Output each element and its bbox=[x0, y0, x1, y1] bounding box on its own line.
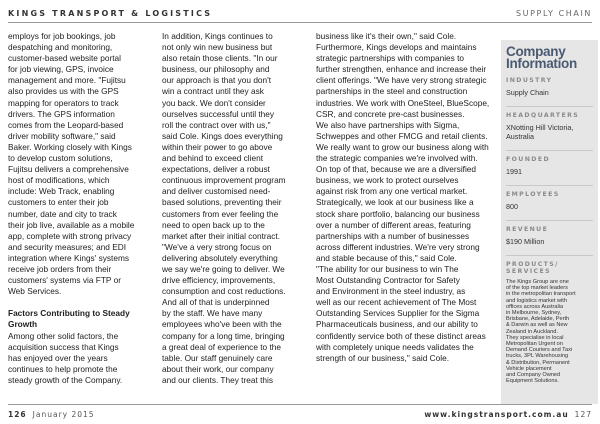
body-text-line: comes from the Leopard-based bbox=[8, 119, 124, 130]
body-text-line: we say we're going to deliver. We bbox=[162, 263, 285, 274]
body-text-line: has enjoyed over the years bbox=[8, 352, 108, 363]
body-text-line: On top of that, because we are a diversified bbox=[316, 164, 477, 175]
employees-value: 800 bbox=[506, 202, 518, 211]
body-text-line: "The ability for our business to win The bbox=[316, 263, 459, 274]
headquarters-value: XNotting Hill Victoria, Australia bbox=[506, 123, 574, 141]
body-text-line: "We've a very strong focus on bbox=[162, 241, 272, 252]
products-services-line: Zealand in Auckland. bbox=[506, 328, 558, 335]
body-text-line: CSR, and concrete pre-cast businesses. bbox=[316, 108, 465, 119]
body-text-line: employees who've been with the bbox=[162, 319, 282, 330]
body-text-line: partnerships in the steel and construction bbox=[316, 86, 468, 97]
body-text-line: also provides us with the GPS bbox=[8, 86, 119, 97]
body-text-line: further strengthen, enhance and increase their bbox=[316, 64, 487, 75]
body-text-line: partnerships with a number of businesses bbox=[316, 230, 470, 241]
products-services-line: They specialise in local bbox=[506, 334, 564, 341]
body-text-line: customers' systems via FTP or bbox=[8, 275, 122, 286]
page-footer bbox=[0, 404, 600, 424]
body-text-line: driver mobility software," said bbox=[8, 130, 116, 141]
article-column-1 bbox=[8, 31, 158, 386]
company-info-sidebar bbox=[501, 40, 598, 404]
products-services-line: Metropolitan Urgent on bbox=[506, 341, 563, 348]
products-services-line: Demand Couriers and Taxi bbox=[506, 347, 573, 354]
body-text-line: their job live, available as a mobile bbox=[8, 219, 135, 230]
body-text-line: Pharmaceuticals business, and our ability to bbox=[316, 319, 478, 330]
body-text-line: and security measures; and EDI bbox=[8, 241, 127, 252]
body-text-line: include: Web Track, enabling bbox=[8, 186, 115, 197]
products-services-line: of the top market leaders bbox=[506, 285, 568, 292]
body-text-line: customers to enter their job bbox=[8, 197, 109, 208]
body-text-line: company for a long time, bringing bbox=[162, 330, 285, 341]
products-services-line: and logistics market with bbox=[506, 297, 567, 304]
body-text-line: to develop custom solutions, bbox=[8, 153, 113, 164]
body-text-line: over a number of different areas, featuring bbox=[316, 219, 471, 230]
footer-right bbox=[424, 410, 592, 419]
body-text-line: drive efficiency, improvements, bbox=[162, 275, 276, 286]
body-text-line: stock share portfolio, balancing our business bbox=[316, 208, 480, 219]
body-text-line: based solutions, preventing their bbox=[162, 197, 282, 208]
body-text-line: business, we work to protect ourselves bbox=[316, 175, 459, 186]
body-text-line: Strategically, we look at our business like a bbox=[316, 197, 474, 208]
body-text-line: across different industries. We're very strong bbox=[316, 241, 480, 252]
section-heading-line: Factors Contributing to Steady bbox=[8, 308, 130, 319]
body-text-line: management and more. "Fujitsu bbox=[8, 75, 126, 86]
products-services-line: offices across Australia bbox=[506, 303, 564, 310]
page-number-left: 126 bbox=[8, 410, 27, 419]
body-text-line: Outstanding Services Supplier for the Sigma bbox=[316, 308, 480, 319]
body-text-line: industries. We work with OneSteel, BlueScope, bbox=[316, 97, 490, 108]
body-text-line: Most Outstanding Contractor for Safety bbox=[316, 275, 460, 286]
body-text-line: employs for job bookings, job bbox=[8, 31, 116, 41]
industry-label: INDUSTRY bbox=[506, 77, 553, 84]
products-services-line: Equipment Solutions. bbox=[506, 378, 559, 385]
body-text-line bbox=[8, 297, 158, 308]
body-text-line: strategic partnerships with companies to bbox=[316, 53, 465, 64]
body-text-line: need to open back up to the bbox=[162, 219, 265, 230]
body-text-line: said Cole. Kings does everything bbox=[162, 130, 283, 141]
body-text-line: and Environment in the steel industry, as bbox=[316, 286, 466, 297]
products-services-line: & Distribution, Permanent bbox=[506, 359, 570, 366]
body-text-line: continuous improvement program bbox=[162, 175, 286, 186]
body-text-line: Among other solid factors, the bbox=[8, 330, 119, 341]
body-text-line: Schweppes and other FMCG and retail clients. bbox=[316, 130, 488, 141]
body-text-line: despatching and monitoring, bbox=[8, 42, 113, 53]
employees-label: EMPLOYEES bbox=[506, 185, 593, 198]
footer-left bbox=[8, 410, 95, 419]
products-services-line: & Darwin as well as New bbox=[506, 322, 568, 329]
products-services-line: Brisbane, Adelaide, Perth bbox=[506, 316, 570, 323]
body-text-line: business like it's their own," said Cole. bbox=[316, 31, 457, 41]
body-text-line: business, our philosophy and bbox=[162, 64, 270, 75]
body-text-line: In addition, Kings continues to bbox=[162, 31, 273, 41]
article-column-3 bbox=[316, 31, 501, 364]
body-text-line: for job viewing, GPS, invoice bbox=[8, 64, 114, 75]
body-text-line: strength of our business," said Cole. bbox=[316, 352, 450, 363]
body-text-line: well as our recent achievement of The Most bbox=[316, 297, 477, 308]
body-text-line: our approach is that you don't bbox=[162, 75, 272, 86]
revenue-value: $190 Million bbox=[506, 237, 545, 246]
body-text-line: win a contract until they ask bbox=[162, 86, 264, 97]
issue-date: January 2015 bbox=[32, 410, 95, 419]
body-text-line: also retain those clients. "In our bbox=[162, 53, 278, 64]
products-services-line: The Kings Group are one bbox=[506, 279, 569, 285]
body-text-line: We really want to grow our business along with bbox=[316, 141, 489, 152]
body-text-line: Baker. Working closely with Kings bbox=[8, 141, 132, 152]
body-text-line: with completely unique needs validates the bbox=[316, 341, 474, 352]
body-text-line: delivering absolutely everything bbox=[162, 252, 278, 263]
section-heading-line: Growth bbox=[8, 319, 38, 330]
body-text-line: roll the contract over with us," bbox=[162, 119, 271, 130]
body-text-line: app, complete with strong privacy bbox=[8, 230, 132, 241]
body-text-line: within their power to go above bbox=[162, 141, 273, 152]
section-label: SUPPLY CHAIN bbox=[515, 9, 592, 18]
body-text-line: table. Our staff genuinely care bbox=[162, 352, 273, 363]
body-text-line: Furthermore, Kings develops and maintains bbox=[316, 42, 477, 53]
body-text-line: mapping for operators to track bbox=[8, 97, 119, 108]
body-text-line: host of modifications, which bbox=[8, 175, 110, 186]
body-text-line: consumption and cost reductions. bbox=[162, 286, 286, 297]
body-text-line: And all of that is underpinned bbox=[162, 297, 270, 308]
header-divider bbox=[8, 22, 592, 23]
body-text-line: and behind to exceed client bbox=[162, 153, 264, 164]
body-text-line: not only win new business but bbox=[162, 42, 273, 53]
products-services-line: and Company Owned bbox=[506, 372, 561, 379]
body-text-line: drivers. The GPS information bbox=[8, 108, 115, 119]
body-text-line: acquisition success that Kings bbox=[8, 341, 119, 352]
body-text-line: confidently service both of these distinct areas bbox=[316, 330, 486, 341]
revenue-label: REVENUE bbox=[506, 220, 593, 233]
body-text-line: receive job orders from their bbox=[8, 263, 112, 274]
page-number-right: 127 bbox=[574, 410, 592, 419]
body-text-line: integration where Kings' systems bbox=[8, 252, 130, 263]
body-text-line: ourselves successful until they bbox=[162, 108, 275, 119]
founded-value: 1991 bbox=[506, 167, 522, 176]
body-text-line: customer-based website portal bbox=[8, 53, 121, 64]
body-text-line: and our clients. They treat this bbox=[162, 374, 273, 385]
body-text-line: number, date and city to track bbox=[8, 208, 117, 219]
body-text-line: Web Services. bbox=[8, 286, 62, 297]
products-services-line: in Melbourne, Sydney, bbox=[506, 310, 562, 317]
body-text-line: steady growth of the Company. bbox=[8, 374, 123, 385]
body-text-line: a great deal of experience to the bbox=[162, 341, 282, 352]
founded-label: FOUNDED bbox=[506, 150, 593, 163]
body-text-line: We also have partnerships with Sigma, bbox=[316, 119, 460, 130]
products-services-line: trucks, 3PL Warehousing bbox=[506, 353, 569, 360]
products-services-line: Vehicle placement bbox=[506, 365, 552, 372]
body-text-line: by the staff. We have many bbox=[162, 308, 263, 319]
industry-value: Supply Chain bbox=[506, 88, 549, 97]
body-text-line: and stable because of this," said Cole. bbox=[316, 252, 457, 263]
website-url[interactable]: www.kingstransport.com.au bbox=[424, 410, 569, 419]
sidebar-title: Company Information bbox=[506, 44, 577, 71]
headquarters-label: HEADQUARTERS bbox=[506, 106, 593, 119]
products-services-value bbox=[506, 279, 593, 384]
body-text-line: you back. We don't consider bbox=[162, 97, 266, 108]
products-services-line: in the metropolitan transport bbox=[506, 291, 576, 298]
body-text-line: client offerings. "We have very strong strategic bbox=[316, 75, 487, 86]
publication-title: KINGS TRANSPORT & LOGISTICS bbox=[8, 9, 213, 18]
body-text-line: about their work, our company bbox=[162, 363, 274, 374]
page-header bbox=[0, 0, 600, 26]
body-text-line: customers from ever feeling the bbox=[162, 208, 279, 219]
body-text-line: Fujitsu delivers a comprehensive bbox=[8, 164, 129, 175]
products-services-label: PRODUCTS/ SERVICES bbox=[506, 255, 593, 275]
body-text-line: market after their initial contract. bbox=[162, 230, 281, 241]
footer-divider bbox=[8, 404, 592, 405]
body-text-line: the strategic companies we're involved with. bbox=[316, 153, 478, 164]
body-text-line: against risk from any one vertical market. bbox=[316, 186, 468, 197]
body-text-line: and deliver customised need- bbox=[162, 186, 271, 197]
article-column-2 bbox=[162, 31, 312, 386]
body-text-line: continues to help promote the bbox=[8, 363, 118, 374]
body-text-line: expectations, deliver a robust bbox=[162, 164, 270, 175]
